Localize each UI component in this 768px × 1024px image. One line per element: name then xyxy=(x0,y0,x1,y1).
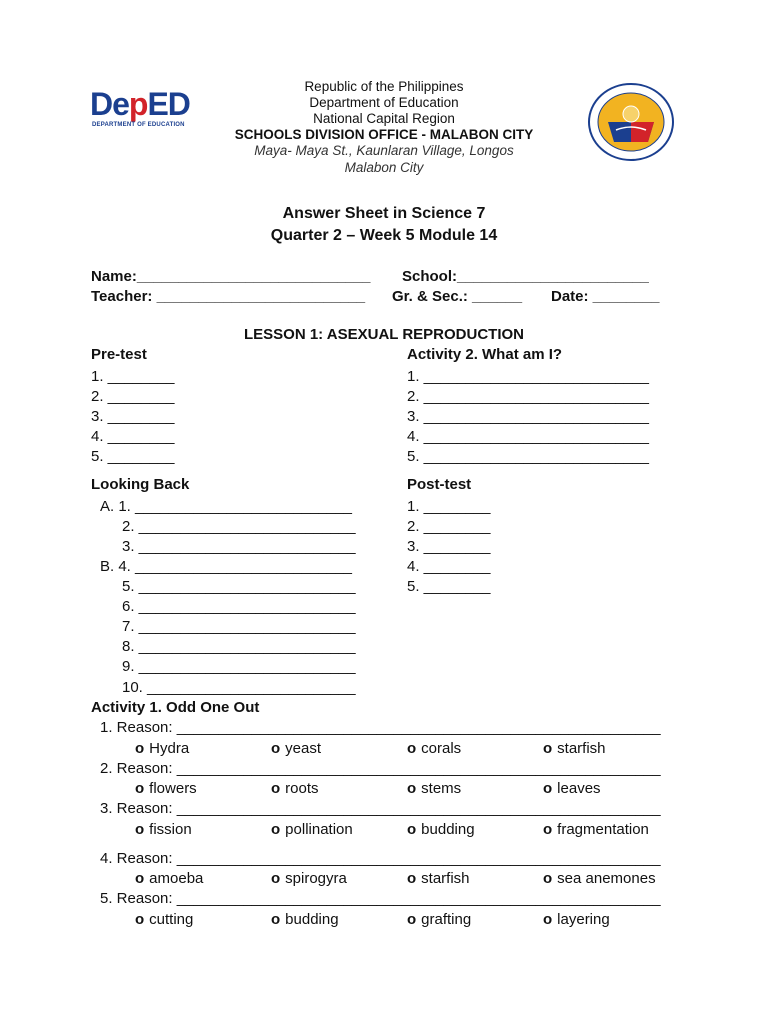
pretest-item: 1. ________ xyxy=(91,368,175,385)
looking-back-item: B. 4. __________________________ xyxy=(100,558,352,575)
posttest-item: 1. ________ xyxy=(407,498,491,515)
activity2-item: 5. ___________________________ xyxy=(407,448,649,465)
activity1-option: o layering xyxy=(543,911,610,928)
pretest-item: 4. ________ xyxy=(91,428,175,445)
pretest-item: 3. ________ xyxy=(91,408,175,425)
posttest-item: 3. ________ xyxy=(407,538,491,555)
activity1-option: o cutting xyxy=(135,911,194,928)
activity1-option: o fission xyxy=(135,821,192,838)
activity1-option: o spirogyra xyxy=(271,870,347,887)
header-department: Department of Education xyxy=(309,95,459,110)
name-field: Name:____________________________ xyxy=(91,268,371,285)
deped-logo-text: DepED xyxy=(90,86,190,122)
looking-back-item: 10. _________________________ xyxy=(122,679,356,696)
activity1-title: Activity 1. Odd One Out xyxy=(91,699,260,716)
activity2-item: 4. ___________________________ xyxy=(407,428,649,445)
activity1-reason: 5. Reason: __________________________________________________________ xyxy=(100,890,661,907)
activity2-item: 2. ___________________________ xyxy=(407,388,649,405)
activity1-option: o budding xyxy=(271,911,339,928)
activity1-option: o corals xyxy=(407,740,462,757)
activity2-item: 3. ___________________________ xyxy=(407,408,649,425)
lesson-title: LESSON 1: ASEXUAL REPRODUCTION xyxy=(243,326,525,343)
teacher-field: Teacher: _________________________ xyxy=(91,288,366,305)
activity1-option: o starfish xyxy=(543,740,606,757)
date-field: Date: ________ xyxy=(551,288,660,305)
deped-logo-subtitle: DEPARTMENT OF EDUCATION xyxy=(92,122,185,128)
posttest-item: 5. ________ xyxy=(407,578,491,595)
posttest-item: 2. ________ xyxy=(407,518,491,535)
activity1-option: o leaves xyxy=(543,780,601,797)
activity1-option: o fragmentation xyxy=(543,821,649,838)
activity1-reason: 1. Reason: __________________________________________________________ xyxy=(100,719,661,736)
header-address-line2: Malabon City xyxy=(344,160,424,175)
activity1-option: o yeast xyxy=(271,740,322,757)
activity1-option: o starfish xyxy=(407,870,470,887)
activity1-option: o budding xyxy=(407,821,475,838)
pretest-item: 2. ________ xyxy=(91,388,175,405)
school-field: School:_______________________ xyxy=(402,268,649,285)
looking-back-title: Looking Back xyxy=(91,476,190,493)
looking-back-item: A. 1. __________________________ xyxy=(100,498,352,515)
looking-back-item: 6. __________________________ xyxy=(122,598,356,615)
header-division: SCHOOLS DIVISION OFFICE - MALABON CITY xyxy=(234,127,534,142)
activity1-option: o grafting xyxy=(407,911,472,928)
activity1-reason: 3. Reason: __________________________________________________________ xyxy=(100,800,661,817)
pretest-item: 5. ________ xyxy=(91,448,175,465)
looking-back-item: 7. __________________________ xyxy=(122,618,356,635)
activity1-reason: 2. Reason: __________________________________________________________ xyxy=(100,760,661,777)
posttest-title: Post-test xyxy=(407,476,472,493)
looking-back-item: 5. __________________________ xyxy=(122,578,356,595)
answer-sheet-subtitle: Quarter 2 – Week 5 Module 14 xyxy=(270,227,498,244)
header-republic: Republic of the Philippines xyxy=(304,79,464,94)
activity1-option: o pollination xyxy=(271,821,353,838)
pretest-title: Pre-test xyxy=(91,346,147,363)
looking-back-item: 9. __________________________ xyxy=(122,658,356,675)
looking-back-item: 2. __________________________ xyxy=(122,518,356,535)
activity1-option: o amoeba xyxy=(135,870,204,887)
grade-section-field: Gr. & Sec.: ______ xyxy=(392,288,523,305)
header-region: National Capital Region xyxy=(313,111,455,126)
activity1-reason: 4. Reason: __________________________________________________________ xyxy=(100,850,661,867)
activity1-option: o stems xyxy=(407,780,462,797)
header-address-line1: Maya- Maya St., Kaunlaran Village, Longos xyxy=(254,143,514,158)
looking-back-item: 3. __________________________ xyxy=(122,538,356,555)
activity2-item: 1. ___________________________ xyxy=(407,368,649,385)
activity1-option: o flowers xyxy=(135,780,197,797)
activity1-option: o roots xyxy=(271,780,319,797)
activity1-option: o Hydra xyxy=(135,740,190,757)
answer-sheet-title: Answer Sheet in Science 7 xyxy=(282,205,486,222)
looking-back-item: 8. __________________________ xyxy=(122,638,356,655)
activity1-option: o sea anemones xyxy=(543,870,656,887)
posttest-item: 4. ________ xyxy=(407,558,491,575)
activity2-title: Activity 2. What am I? xyxy=(407,346,563,363)
